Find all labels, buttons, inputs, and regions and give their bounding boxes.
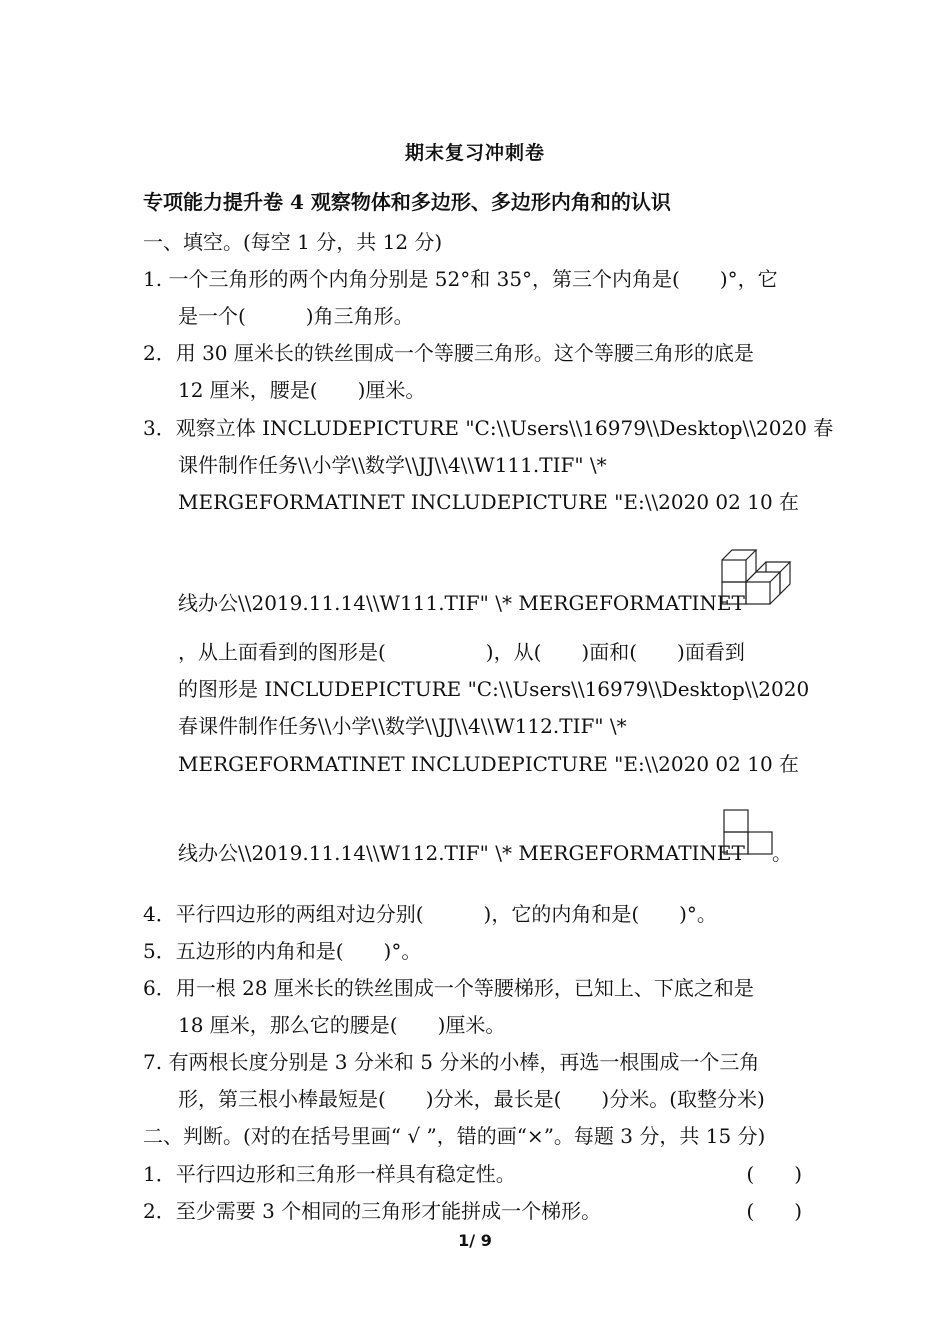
page-title: 期末复习冲刺卷 — [404, 142, 545, 164]
view-squares-figure — [722, 808, 774, 858]
question-3-line-6: 的图形是 INCLUDEPICTURE "C:\\Users\\16979\\Desktop\\2020 — [178, 677, 810, 701]
question-3-line-4: 线办公\\2019.11.14\\W111.TIF" \* MERGEFORMATINET — [178, 591, 745, 615]
question-1-line-1: 1. 一个三角形的两个内角分别是 52°和 35°，第三个内角是( )°，它 — [143, 267, 778, 291]
question-3-end-mark: 。 — [772, 841, 792, 865]
judge-item-2-answer[interactable]: ( ) — [746, 1199, 802, 1223]
question-3-line-8: MERGEFORMATINET INCLUDEPICTURE "E:\\2020 02 10 在 — [178, 752, 800, 776]
judge-item-1-text: 1．平行四边形和三角形一样具有稳定性。 — [143, 1162, 516, 1186]
question-7-line-2: 形，第三根小棒最短是( )分米，最长是( )分米。(取整分米) — [178, 1087, 765, 1111]
question-3-line-1: 3．观察立体 INCLUDEPICTURE "C:\\Users\\16979\\Desktop\\2020 春 — [143, 416, 834, 440]
page-subtitle: 专项能力提升卷 4 观察物体和多边形、多边形内角和的认识 — [143, 190, 671, 214]
question-3-line-3: MERGEFORMATINET INCLUDEPICTURE "E:\\2020 02 10 在 — [178, 490, 800, 514]
question-3-line-2: 课件制作任务\\小学\\数学\\JJ\\4\\W111.TIF" \* — [178, 453, 607, 477]
cube-stack-figure — [720, 546, 796, 606]
question-3-line-9: 线办公\\2019.11.14\\W112.TIF" \* MERGEFORMATINET — [178, 841, 745, 865]
section-2-heading: 二、判断。(对的在括号里画“ √ ”，错的画“×”。每题 3 分，共 15 分) — [143, 1124, 766, 1148]
question-3-line-7: 春课件制作任务\\小学\\数学\\JJ\\4\\W112.TIF" \* — [178, 714, 627, 738]
page-number: 1/ 9 — [458, 1231, 492, 1250]
question-6-line-1: 6．用一根 28 厘米长的铁丝围成一个等腰梯形，已知上、下底之和是 — [143, 976, 754, 1000]
question-7-line-1: 7. 有两根长度分别是 3 分米和 5 分米的小棒，再选一根围成一个三角 — [143, 1050, 760, 1074]
section-1-heading: 一、填空。(每空 1 分，共 12 分) — [143, 230, 443, 254]
judge-item-2-text: 2．至少需要 3 个相同的三角形才能拼成一个梯形。 — [143, 1199, 602, 1223]
question-1-line-2: 是一个( )角三角形。 — [178, 304, 414, 328]
question-2-line-2: 12 厘米，腰是( )厘米。 — [178, 378, 426, 402]
question-3-line-5: ，从上面看到的图形是( )，从( )面和( )面看到 — [178, 640, 745, 664]
question-2-line-1: 2．用 30 厘米长的铁丝围成一个等腰三角形。这个等腰三角形的底是 — [143, 341, 754, 365]
question-4: 4．平行四边形的两组对边分别( )，它的内角和是( )°。 — [143, 902, 717, 926]
question-6-line-2: 18 厘米，那么它的腰是( )厘米。 — [178, 1013, 506, 1037]
judge-item-1-answer[interactable]: ( ) — [746, 1162, 802, 1186]
question-5: 5．五边形的内角和是( )°。 — [143, 939, 422, 963]
